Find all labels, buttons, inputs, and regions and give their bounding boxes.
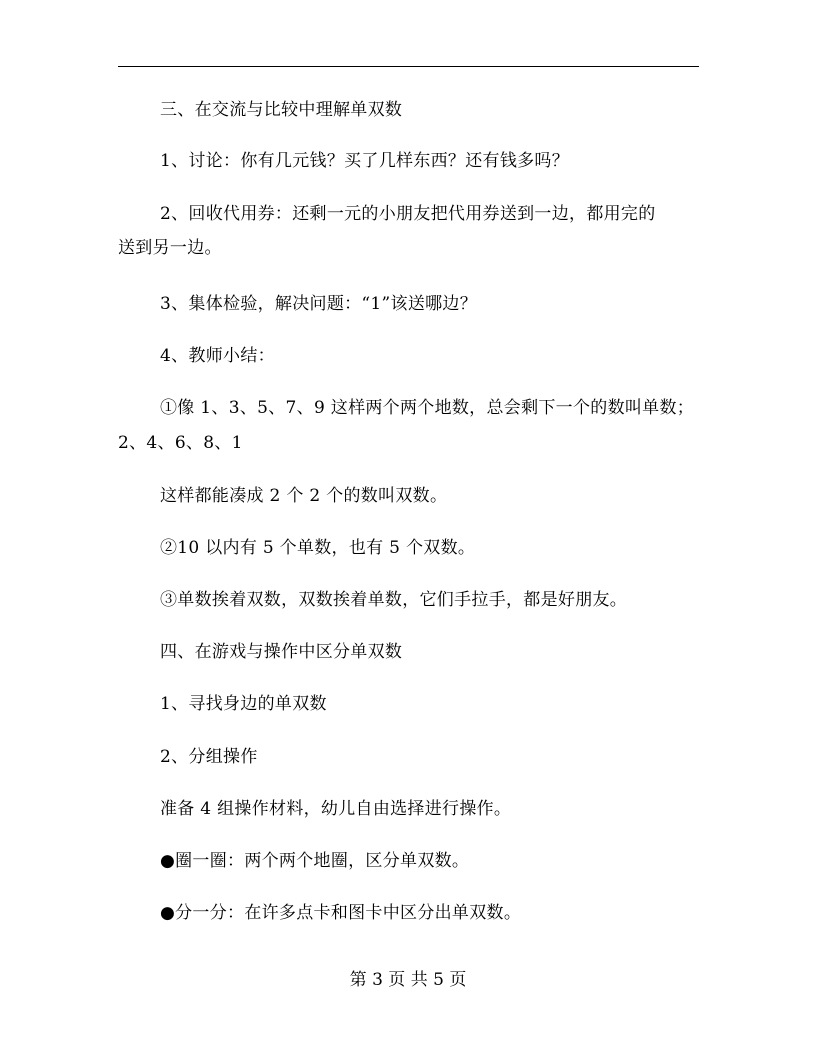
paragraph-group-operation: 2、分组操作: [160, 747, 258, 767]
paragraph-collect-vouchers-cont: 送到另一边。: [118, 238, 222, 258]
paragraph-materials: 准备 4 组操作材料，幼儿自由选择进行操作。: [160, 799, 512, 819]
page-number-label: 第 3 页 共 5 页: [349, 970, 467, 990]
section-heading-3: 三、在交流与比较中理解单双数: [160, 100, 403, 120]
summary-odd-numbers: ①像 1、3、5、7、9 这样两个两个地数，总会剩下一个的数叫单数；: [160, 398, 695, 418]
summary-odd-numbers-cont: 2、4、6、8、1: [118, 433, 243, 453]
paragraph-teacher-summary: 4、教师小结：: [160, 346, 275, 366]
page-footer: [0, 970, 816, 990]
summary-counts: ②10 以内有 5 个单数，也有 5 个双数。: [160, 538, 476, 558]
paragraph-discussion: 1、讨论：你有几元钱？买了几样东西？还有钱多吗？: [160, 151, 570, 171]
summary-even-numbers: 这样都能凑成 2 个 2 个的数叫双数。: [160, 486, 448, 506]
header-rule: [118, 66, 699, 67]
activity-circle: ●圈一圈：两个两个地圈，区分单双数。: [160, 851, 470, 871]
paragraph-find-numbers: 1、寻找身边的单双数: [160, 694, 327, 714]
summary-friends: ③单数挨着双数，双数挨着单数，它们手拉手，都是好朋友。: [160, 590, 628, 610]
activity-sort: ●分一分：在许多点卡和图卡中区分出单双数。: [160, 903, 522, 923]
paragraph-collect-vouchers: 2、回收代用券：还剩一元的小朋友把代用券送到一边，都用完的: [160, 204, 656, 224]
section-heading-4: 四、在游戏与操作中区分单双数: [160, 642, 403, 662]
paragraph-group-check: 3、集体检验，解决问题：“1”该送哪边？: [160, 294, 478, 314]
